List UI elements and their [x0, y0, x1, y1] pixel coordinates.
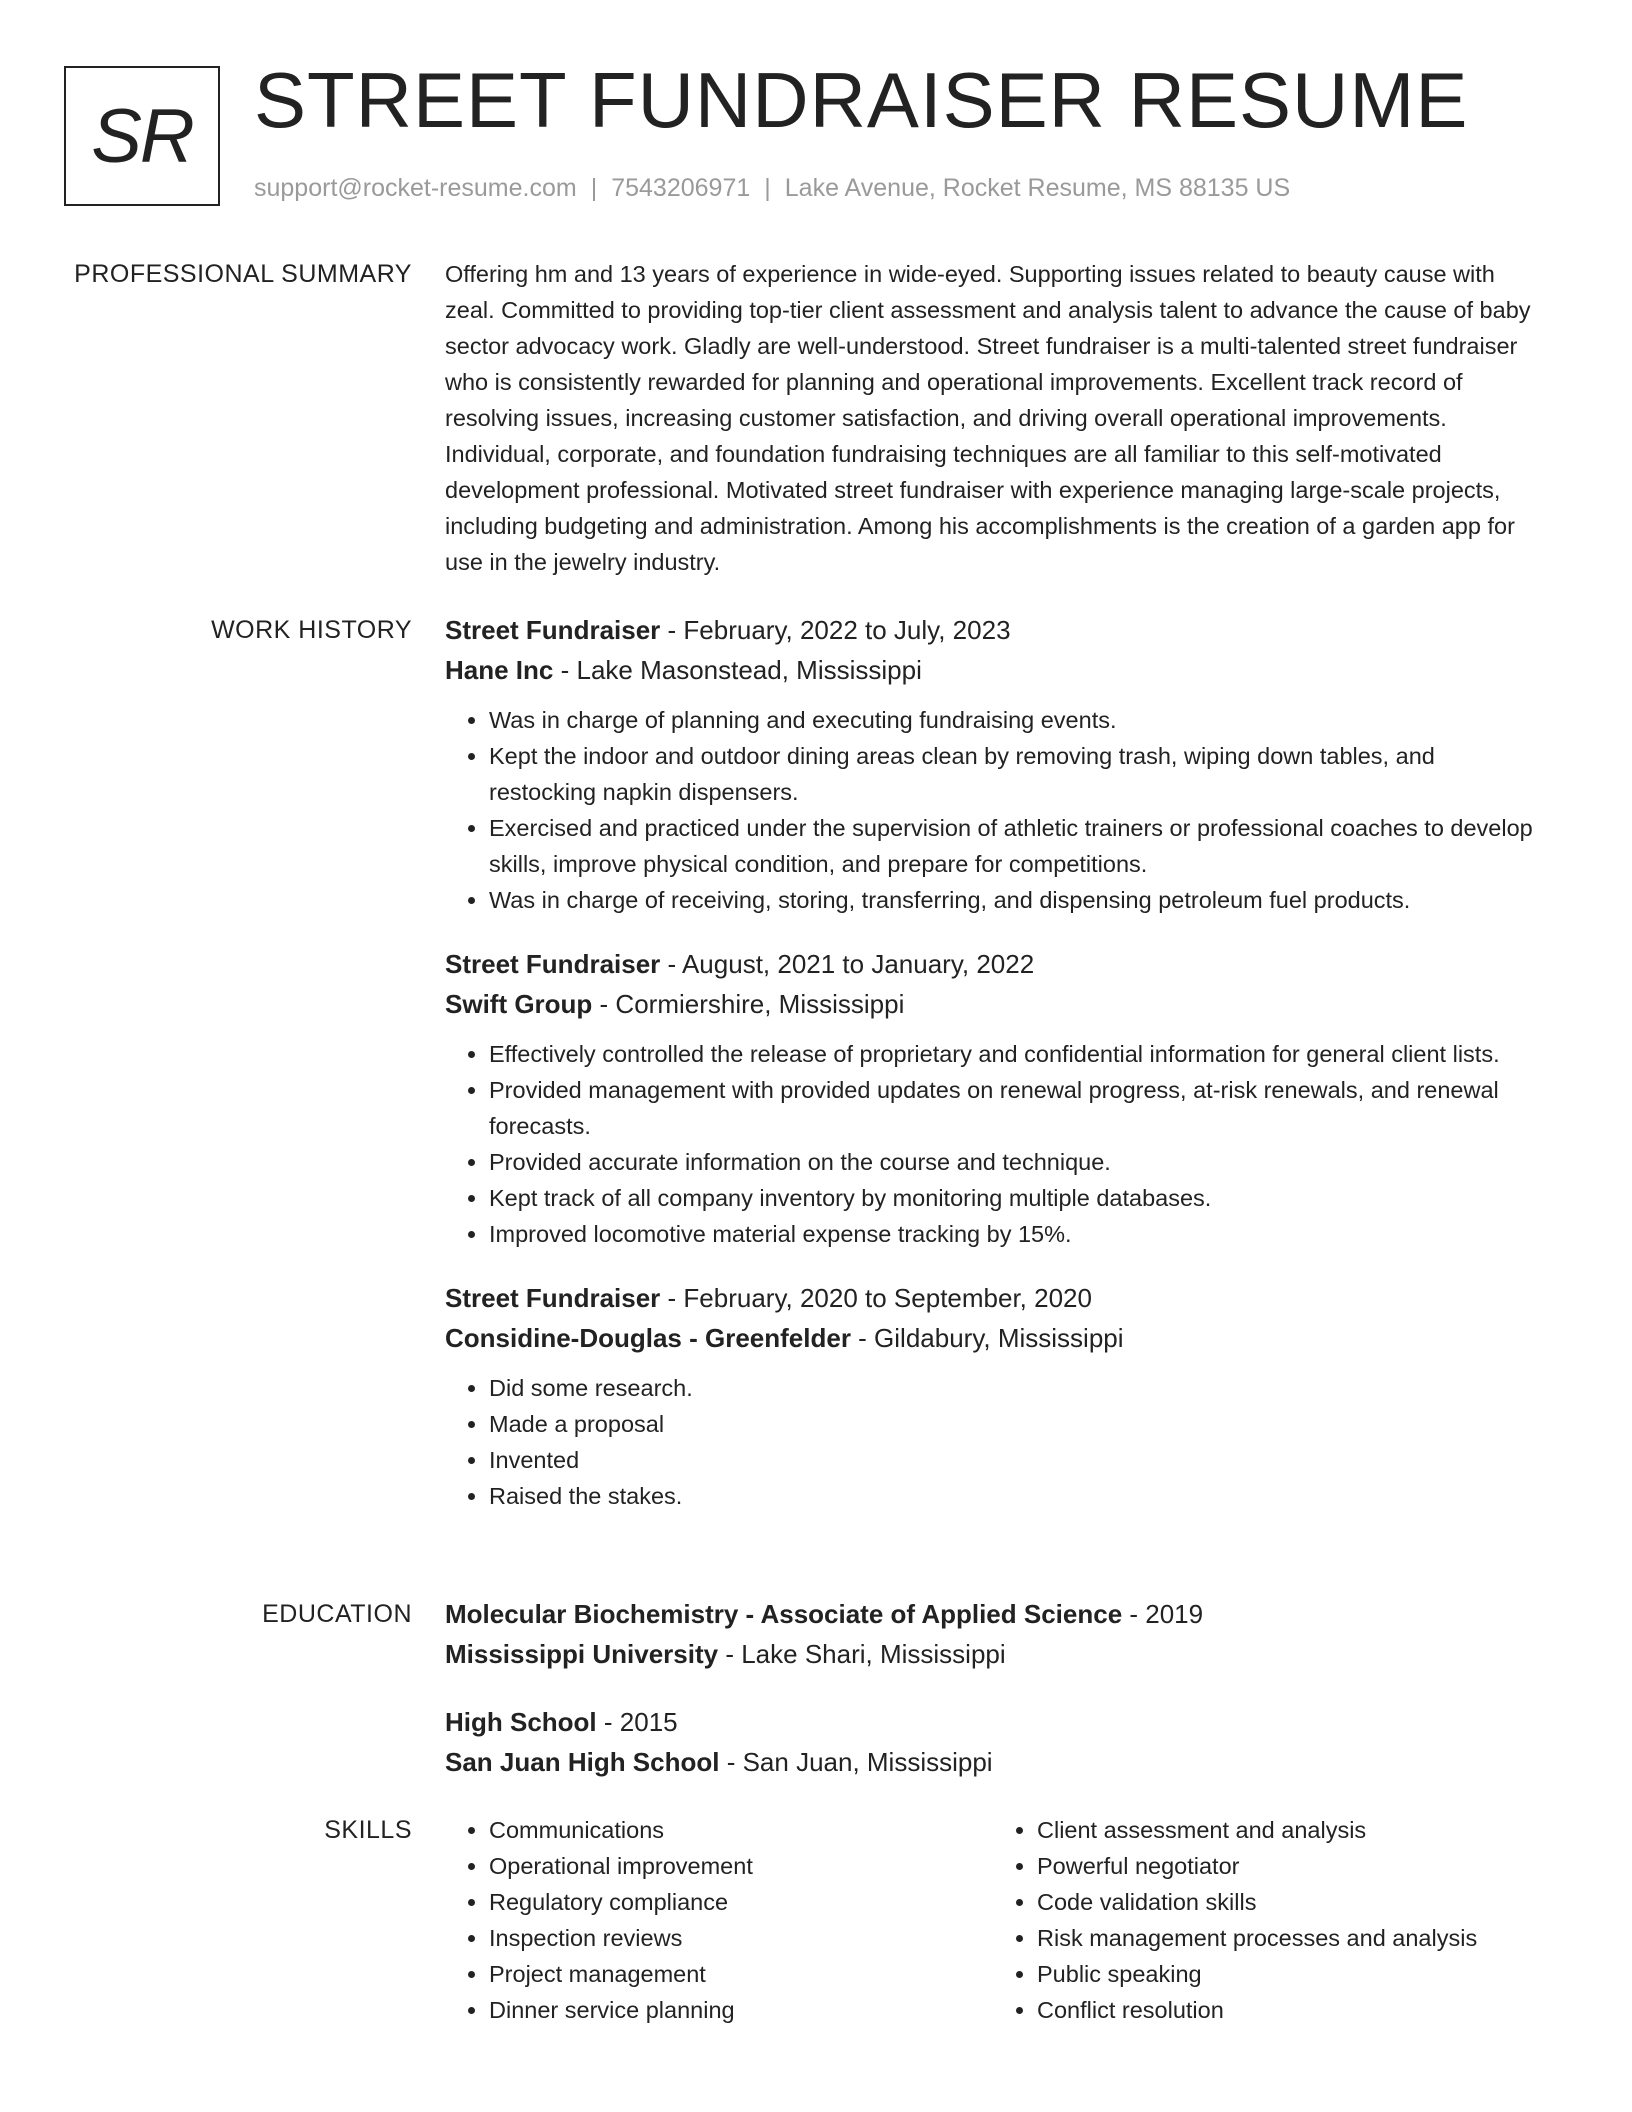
section-title-education: EDUCATION	[262, 1600, 412, 1628]
contact-email[interactable]: support@rocket-resume.com	[254, 174, 577, 202]
job-position: Street Fundraiser	[445, 1283, 661, 1313]
job-bullet: • Raised the stakes.	[489, 1478, 1545, 1514]
job-bullet: • Provided accurate information on the course and technique.	[489, 1144, 1545, 1180]
job-bullet: • Was in charge of receiving, storing, transferring, and dispensing petroleum fuel products.	[489, 882, 1545, 918]
skill-item: • Powerful negotiator	[1037, 1848, 1541, 1884]
job-bullets	[445, 1370, 1545, 1514]
job-bullet: • Exercised and practiced under the supervision of athletic trainers or professional coaches to develop skills, improve physical condition, and prepare for competitions.	[489, 810, 1545, 882]
skill-item: • Conflict resolution	[1037, 1992, 1541, 2028]
education-entry	[445, 1594, 1545, 1674]
skills-list	[445, 1812, 993, 2028]
job-bullet: • Kept track of all company inventory by monitoring multiple databases.	[489, 1180, 1545, 1216]
job-position: Street Fundraiser	[445, 615, 661, 645]
work-history-body	[445, 610, 1545, 1540]
skill-item: • Project management	[489, 1956, 993, 1992]
job-dates: - August, 2021 to January, 2022	[660, 949, 1035, 979]
job-bullet: • Made a proposal	[489, 1406, 1545, 1442]
job-company-line	[445, 1318, 1545, 1358]
section-title-work: WORK HISTORY	[211, 616, 412, 644]
job-company: Hane Inc	[445, 655, 554, 685]
skills-columns	[445, 1812, 1545, 2028]
skill-item: • Code validation skills	[1037, 1884, 1541, 1920]
education-location: - Lake Shari, Mississippi	[718, 1639, 1006, 1669]
job-company: Considine-Douglas - Greenfelder	[445, 1323, 851, 1353]
skill-item: • Operational improvement	[489, 1848, 993, 1884]
skills-column-right	[993, 1812, 1541, 2028]
job-location: - Lake Masonstead, Mississippi	[553, 655, 922, 685]
job-bullet: • Invented	[489, 1442, 1545, 1478]
section-title-skills: SKILLS	[324, 1816, 412, 1844]
skill-item: • Client assessment and analysis	[1037, 1812, 1541, 1848]
job-entry	[445, 1278, 1545, 1514]
job-company-line	[445, 984, 1545, 1024]
job-bullet: • Did some research.	[489, 1370, 1545, 1406]
education-school-line	[445, 1634, 1545, 1674]
job-bullets	[445, 702, 1545, 918]
education-entry	[445, 1702, 1545, 1782]
job-bullet: • Provided management with provided updates on renewal progress, at-risk renewals, and renewal forecasts.	[489, 1072, 1545, 1144]
job-company: Swift Group	[445, 989, 593, 1019]
job-bullet: • Was in charge of planning and executing fundraising events.	[489, 702, 1545, 738]
education-school: San Juan High School	[445, 1747, 720, 1777]
education-year: - 2015	[596, 1707, 678, 1737]
job-dates: - February, 2020 to September, 2020	[660, 1283, 1092, 1313]
job-title-line	[445, 610, 1545, 650]
skills-list	[993, 1812, 1541, 2028]
job-bullet: • Effectively controlled the release of proprietary and confidential information for general client lists.	[489, 1036, 1545, 1072]
contact-separator: |	[764, 174, 771, 202]
contact-address: Lake Avenue, Rocket Resume, MS 88135 US	[784, 174, 1291, 202]
education-degree: Molecular Biochemistry - Associate of Applied Science	[445, 1599, 1123, 1629]
skills-body	[445, 1812, 1545, 2028]
section-title-summary: PROFESSIONAL SUMMARY	[74, 260, 412, 288]
summary-text: Offering hm and 13 years of experience in wide-eyed. Supporting issues related to beauty cause with zeal. Committed to providing top-tier client assessment and analysis talent to advance the cause of baby sector advocacy work. Gladly are well-understood. Street fundraiser is a multi-talented street fundraiser who is consistently rewarded for planning and operational improvements. Excellent track record of resolving issues, increasing customer satisfaction, and driving overall operational improvements. Individual, corporate, and foundation fundraising techniques are all familiar to this self-motivated development professional. Motivated street fundraiser with experience managing large-scale projects, including budgeting and administration. Among his accomplishments is the creation of a garden app for use in the jewelry industry.	[445, 261, 1531, 575]
education-degree: High School	[445, 1707, 597, 1737]
skill-item: • Risk management processes and analysis	[1037, 1920, 1541, 1956]
education-body	[445, 1594, 1545, 1810]
job-title-line	[445, 1278, 1545, 1318]
education-school: Mississippi University	[445, 1639, 719, 1669]
job-company-line	[445, 650, 1545, 690]
contact-separator: |	[590, 174, 598, 202]
education-school-line	[445, 1742, 1545, 1782]
skill-item: • Dinner service planning	[489, 1992, 993, 2028]
education-degree-line	[445, 1594, 1545, 1634]
skill-item: • Regulatory compliance	[489, 1884, 993, 1920]
skill-item: • Inspection reviews	[489, 1920, 993, 1956]
job-bullet: • Kept the indoor and outdoor dining areas clean by removing trash, wiping down tables, and restocking napkin dispensers.	[489, 738, 1545, 810]
education-location: - San Juan, Mississippi	[719, 1747, 993, 1777]
skill-item: • Communications	[489, 1812, 993, 1848]
job-location: - Gildabury, Mississippi	[850, 1323, 1124, 1353]
contact-line	[254, 174, 1290, 203]
job-entry	[445, 610, 1545, 918]
education-degree-line	[445, 1702, 1545, 1742]
job-position: Street Fundraiser	[445, 949, 661, 979]
summary-body	[445, 256, 1545, 580]
job-location: - Cormiershire, Mississippi	[592, 989, 905, 1019]
job-entry	[445, 944, 1545, 1252]
job-bullet: • Improved locomotive material expense tracking by 15%.	[489, 1216, 1545, 1252]
skills-column-left	[445, 1812, 993, 2028]
job-title-line	[445, 944, 1545, 984]
monogram-logo: SR	[64, 66, 220, 206]
job-bullets	[445, 1036, 1545, 1252]
skill-item: • Public speaking	[1037, 1956, 1541, 1992]
contact-phone[interactable]: 7543206971	[611, 174, 751, 202]
resume-title: STREET FUNDRAISER RESUME	[254, 56, 1469, 144]
job-dates: - February, 2022 to July, 2023	[660, 615, 1011, 645]
education-year: - 2019	[1122, 1599, 1204, 1629]
